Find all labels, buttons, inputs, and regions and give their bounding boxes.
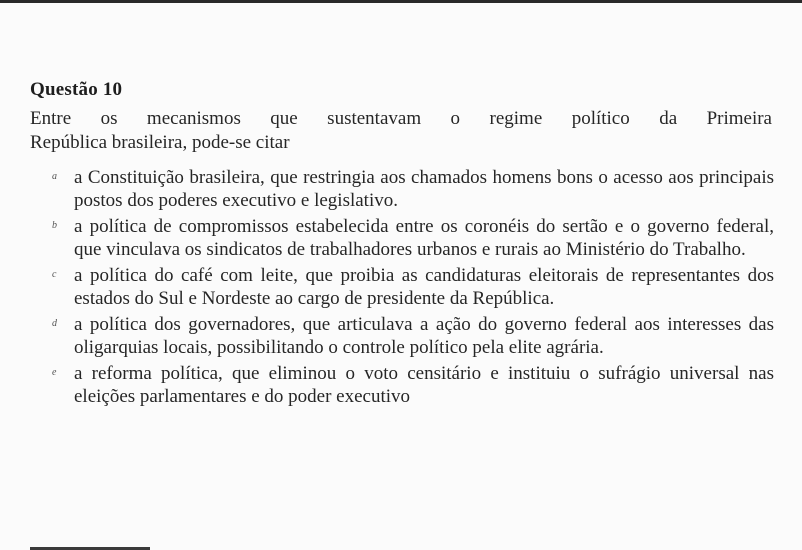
question-stem-line-1: Entre os mecanismos que sustentavam o regime político da Primeira (30, 108, 772, 129)
option-e (52, 362, 774, 408)
option-a-marker: a (52, 171, 57, 182)
question-stem-line-2: República brasileira, pode-se citar (30, 132, 290, 153)
question-title: Questão 10 (30, 79, 123, 100)
option-b-text: a política de compromissos estabelecida entre os coronéis do sertão e o governo federal, que vinculava os sindicatos de trabalhadores urbanos e rurais ao Ministério do Trabalho. (74, 216, 774, 260)
option-d-marker: d (52, 318, 57, 329)
top-divider (0, 0, 802, 3)
option-b (52, 215, 774, 261)
option-e-marker: e (52, 367, 57, 378)
question-stem (30, 107, 772, 155)
option-b-marker: b (52, 220, 57, 231)
option-c-marker: c (52, 269, 57, 280)
option-e-text: a reforma política, que eliminou o voto censitário e instituiu o sufrágio universal nas eleições parlamentares e do poder executivo (74, 363, 774, 407)
option-a-text: a Constituição brasileira, que restringia aos chamados homens bons o acesso aos principais postos dos poderes executivo e legislativo. (74, 167, 774, 211)
option-c (52, 264, 774, 310)
option-a (52, 166, 774, 212)
answer-options (52, 166, 774, 411)
option-c-text: a política do café com leite, que proibia as candidaturas eleitorais de representantes dos estados do Sul e Nordeste ao cargo de presidente da República. (74, 265, 774, 309)
option-d (52, 313, 774, 359)
option-d-text: a política dos governadores, que articulava a ação do governo federal aos interesses das oligarquias locais, possibilitando o controle político pela elite agrária. (74, 314, 774, 358)
